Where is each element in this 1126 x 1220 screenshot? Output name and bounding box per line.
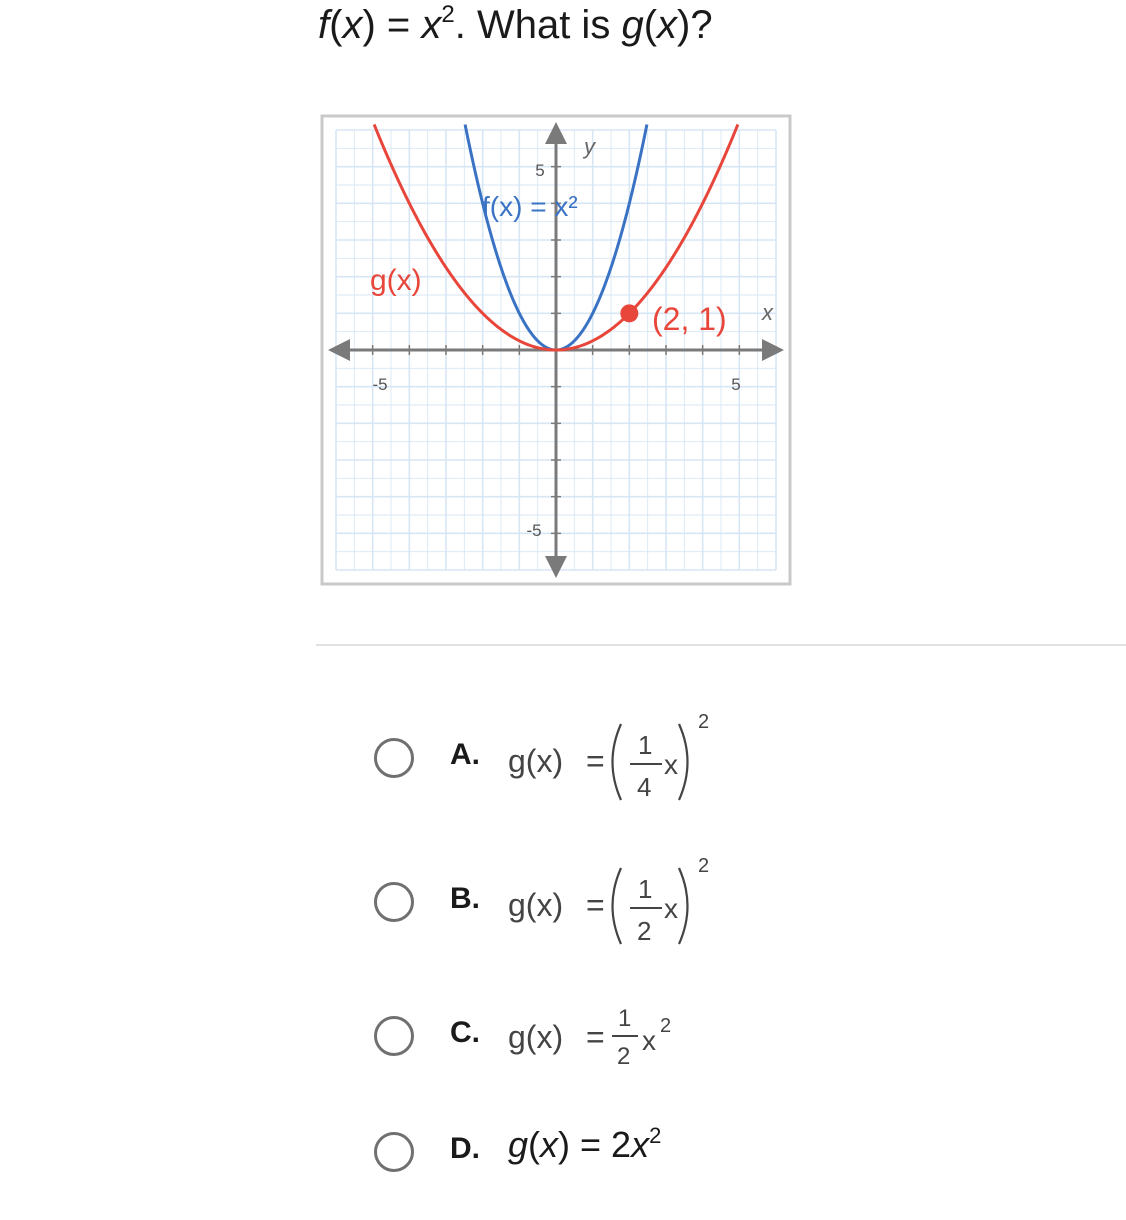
option-b-equals: =: [586, 887, 605, 923]
question-g-var: x: [657, 3, 678, 47]
option-c-denominator: 2: [617, 1043, 631, 1070]
question-power: 2: [441, 1, 455, 28]
option-b-numerator: 1: [638, 874, 653, 904]
question-text: $f(x) = x^2$. What is g(x)?: [318, 1, 713, 47]
question-g-name: g: [621, 3, 644, 47]
option-a-exponent: 2: [698, 711, 710, 733]
option-a-radio[interactable]: [374, 738, 414, 778]
option-a-denominator: 4: [637, 772, 652, 802]
question-f-name: f: [318, 3, 330, 47]
question-x-var: x: [421, 3, 442, 47]
option-c-numerator: 1: [618, 1005, 632, 1032]
tick-label-y-max: 5: [535, 161, 545, 180]
option-b-formula: [504, 852, 724, 952]
option-c[interactable]: [372, 982, 972, 1092]
function-graph: [322, 116, 790, 584]
option-b-denominator: 2: [637, 916, 652, 946]
option-a-left-paren: [613, 724, 622, 800]
option-a-g: g(x): [508, 743, 564, 779]
option-a-x: x: [664, 749, 678, 780]
f-curve-label: f(x) = x²: [482, 191, 578, 222]
question-f-var: x: [342, 3, 363, 47]
tick-label-y-min: -5: [526, 521, 542, 540]
option-b-letter: B.: [450, 882, 480, 915]
option-d-x2: x: [631, 1124, 650, 1165]
tick-label-x-min: -5: [372, 375, 388, 394]
y-axis-label: y: [584, 134, 595, 159]
option-b-left-paren: [613, 868, 622, 944]
point-label: (2, 1): [652, 301, 727, 337]
tick-label-x-max: 5: [731, 375, 741, 394]
option-b-radio[interactable]: [374, 882, 414, 922]
question-end: ?: [690, 3, 713, 47]
option-c-letter: C.: [450, 1016, 480, 1049]
option-a-formula: [504, 708, 724, 808]
option-a-equals: =: [586, 743, 605, 779]
option-c-equals: =: [586, 1019, 605, 1055]
option-d-radio[interactable]: [374, 1132, 414, 1172]
point-marker: [620, 304, 638, 322]
option-c-formula: [504, 996, 704, 1076]
option-b-right-paren: [679, 868, 688, 944]
option-a[interactable]: [372, 700, 972, 810]
option-d-rest: = 2: [570, 1124, 632, 1165]
option-c-x: x: [642, 1025, 656, 1056]
option-b-x: x: [664, 893, 678, 924]
option-d[interactable]: [372, 1110, 972, 1220]
option-b[interactable]: [372, 844, 972, 954]
option-a-right-paren: [679, 724, 688, 800]
option-d-exponent: 2: [649, 1123, 662, 1148]
option-a-letter: A.: [450, 738, 480, 771]
option-a-numerator: 1: [638, 730, 653, 760]
option-d-g: g: [508, 1124, 529, 1165]
option-b-exponent: 2: [698, 855, 710, 877]
g-curve-label: g(x): [370, 264, 422, 297]
option-c-exponent: 2: [660, 1015, 672, 1037]
x-axis-label: x: [762, 300, 773, 325]
option-d-x: x: [540, 1124, 559, 1165]
divider: [316, 644, 1126, 646]
option-d-letter: D.: [450, 1132, 480, 1165]
option-b-g: g(x): [508, 887, 564, 923]
question-equals: =: [375, 3, 422, 47]
option-d-formula: $g(x) = 2x^2$: [508, 1123, 662, 1165]
question-prompt: . What is: [454, 3, 622, 47]
option-c-radio[interactable]: [374, 1016, 414, 1056]
option-c-g: g(x): [508, 1019, 564, 1055]
